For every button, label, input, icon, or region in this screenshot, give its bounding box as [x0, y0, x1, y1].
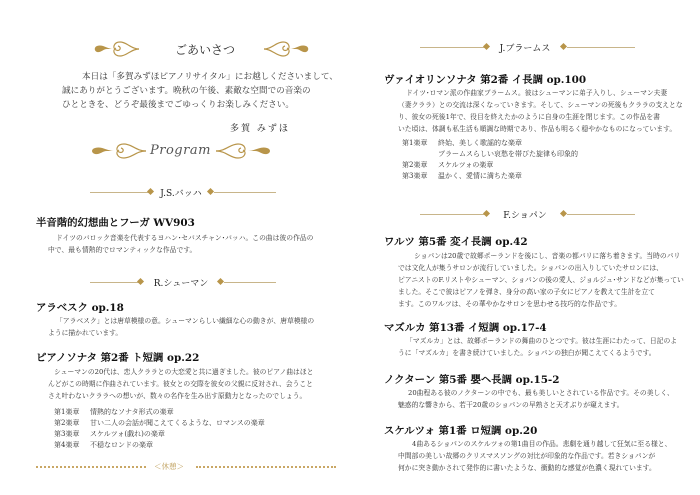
schumann-movement-1: 第1楽章 情熱的なソナタ形式の楽章 — [54, 408, 174, 416]
schumann-desc1-1: 「アラベスク」とは唐草模様の意。シューマンらしい繊細な心の動きが、唐草模様の — [56, 317, 315, 325]
bach-composer: J.S.バッハ — [160, 189, 202, 199]
chopin-piece-2: マズルカ 第13番 イ短調 op.17-4 — [384, 322, 547, 334]
chopin-p1-desc-1: ショパンは20歳で故郷ポーランドを後にし、音楽の都パリに落ち着きます。当時のパリ — [414, 252, 681, 260]
chopin-p2-desc-2: うに「マズルカ」を書き続けていました。ショパンの独白が聞こえてくるようです。 — [398, 349, 656, 357]
brahms-desc-2: （妻クララ）との交流は深くなっていきます。そして、シューマンの死後もクララの支えとな — [398, 101, 683, 109]
schumann-desc1-2: ように描かれています。 — [48, 329, 123, 337]
greeting-title: ごあいさつ — [174, 43, 235, 57]
schumann-desc2-1: シューマンの20代は、恋人クララとの大恋愛と共に過ぎました。彼のピアノ曲はほと — [54, 368, 314, 376]
chopin-p4-desc-1: 4曲あるショパンのスケルツォの第1曲目の作品。悲劇を通り越して狂気に至る様と、 — [412, 440, 672, 448]
greeting-line-3: ひとときを、どうぞ最後までごゆっくりお楽しみください。 — [62, 100, 294, 110]
intermission-dots-right — [196, 466, 336, 468]
chopin-p3-desc-1: 20曲程ある彼のノクターンの中でも、最も美しいとされている作品です。その美しく、 — [408, 389, 674, 397]
schumann-rule-left — [90, 282, 142, 283]
greeting-line-1: 本日は「多賀みずほピアノリサイタル」にお越しくださいまして、 — [82, 72, 338, 82]
bach-diamond-right — [207, 188, 214, 195]
chopin-p4-desc-2: 中間部の美しい故郷のクリスマスソングの対比が印象的な作品です。若きショパンが — [398, 452, 656, 460]
intermission-label: ＜休憩＞ — [154, 462, 184, 471]
chopin-p1-desc-5: ます。このワルツは、その華やかなサロンを思わせる技巧的な作品です。 — [398, 300, 622, 308]
brahms-movement-2: 第2楽章 スケルツォの楽章 — [402, 161, 494, 169]
brahms-composer: J.ブラームス — [499, 44, 551, 54]
chopin-piece-1: ワルツ 第5番 変イ長調 op.42 — [384, 236, 528, 248]
chopin-p1-desc-3: ピアニストのF.リストやシューマン、ショパンの後の愛人、ジョルジュ･サンドなどが集ってい — [398, 276, 684, 284]
schumann-movement-4: 第4楽章 不穏なロンドの楽章 — [54, 441, 153, 449]
flourish-right-ornament — [262, 38, 310, 60]
brahms-desc-3: り、彼女の死後1年で、役目を終えたかのように自身の生涯を閉じます。この作品を書 — [398, 113, 660, 121]
chopin-piece-3: ノクターン 第5番 嬰ヘ長調 op.15-2 — [384, 374, 560, 386]
schumann-composer: R.シューマン — [153, 279, 209, 289]
brahms-piece: ヴァイオリンソナタ 第2番 イ長調 op.100 — [384, 74, 587, 86]
schumann-diamond-left — [137, 278, 144, 285]
schumann-piece-1: アラベスク op.18 — [36, 302, 124, 314]
bach-diamond-left — [147, 188, 154, 195]
brahms-diamond-right — [560, 43, 567, 50]
brahms-rule-left — [420, 47, 488, 48]
schumann-desc2-2: んどがこの時期に作曲されています。彼女との交際を彼女の父親に反対され、会うこと — [48, 380, 313, 388]
bach-desc-2: 中で、最も情熱的でロマンティックな作品です。 — [48, 246, 197, 254]
program-left-ornament — [90, 140, 148, 162]
bach-rule-right — [214, 192, 276, 193]
chopin-piece-4: スケルツォ 第1番 ロ短調 op.20 — [384, 425, 538, 437]
chopin-rule-left — [420, 214, 488, 215]
schumann-movement-2: 第2楽章 甘い二人の会話が聞こえてくるような、ロマンスの楽章 — [54, 419, 265, 427]
chopin-diamond-right — [560, 210, 567, 217]
brahms-movement-1b: ブラームスらしい哀愁を帯びた旋律も印象的 — [438, 150, 578, 158]
chopin-p2-desc-1: 「マズルカ」とは、故郷ポーランドの舞曲のひとつです。彼は生涯にわたって、日記のよ — [406, 337, 678, 345]
schumann-movement-3: 第3楽章 スケルツォ(戯れ)の楽章 — [54, 430, 165, 438]
greeting-line-2: 誠にありがとうございます。晩秋の午後、素敵な空間での音楽の — [62, 86, 311, 96]
brahms-movement-1: 第1楽章 終始、美しく歌謡的な楽章 — [402, 139, 522, 147]
chopin-rule-right — [567, 214, 635, 215]
bach-piece: 半音階的幻想曲とフーガ WV903 — [36, 217, 195, 229]
brahms-desc-1: ドイツ･ロマン派の作曲家ブラームス。彼はシューマンに弟子入りし、シューマン夫妻 — [406, 89, 668, 97]
chopin-p3-desc-2: 魅惑的な響きから、若干20歳のショパンの早熟さと天才ぶりが窺えます。 — [398, 401, 624, 409]
brahms-desc-4: いた頃は、体調も私生活も順調な時期であり、作品も明るく穏やかなものになっています。 — [398, 125, 677, 133]
brahms-movement-3: 第3楽章 温かく、愛情に満ちた楽章 — [402, 172, 522, 180]
bach-rule-left — [90, 192, 152, 193]
program-title: Program — [150, 143, 211, 158]
schumann-piece-2: ピアノソナタ 第2番 ト短調 op.22 — [36, 352, 200, 364]
chopin-p1-desc-4: ました。そこで彼はピアノを弾き、身分の高い家の子女にピアノを教えて生計を立て — [398, 288, 655, 296]
schumann-rule-right — [224, 282, 276, 283]
brahms-diamond-left — [483, 43, 490, 50]
intermission-dots-left — [36, 466, 146, 468]
bach-desc-1: ドイツのバロック音楽を代表するヨハン･セバスチャン･バッハ。この曲は彼の作品の — [56, 234, 314, 242]
flourish-left-ornament — [93, 38, 141, 60]
chopin-p4-desc-3: 何かに突き動かされて発作的に書いたような、衝動的な感覚が色濃く現れています。 — [398, 464, 656, 472]
program-right-ornament — [214, 140, 272, 162]
greeting-signature: 多賀 みずほ — [230, 124, 290, 134]
schumann-diamond-right — [217, 278, 224, 285]
chopin-diamond-left — [483, 210, 490, 217]
chopin-p1-desc-2: では文化人が集うサロンが流行していました。ショパンの出入りしていたサロンには、 — [398, 264, 663, 272]
brahms-rule-right — [567, 47, 635, 48]
schumann-desc2-3: さえ叶わないクララへの想いが、数々の名作を生み出す原動力となったのでしょう。 — [48, 392, 307, 400]
chopin-composer: F.ショパン — [503, 211, 547, 221]
